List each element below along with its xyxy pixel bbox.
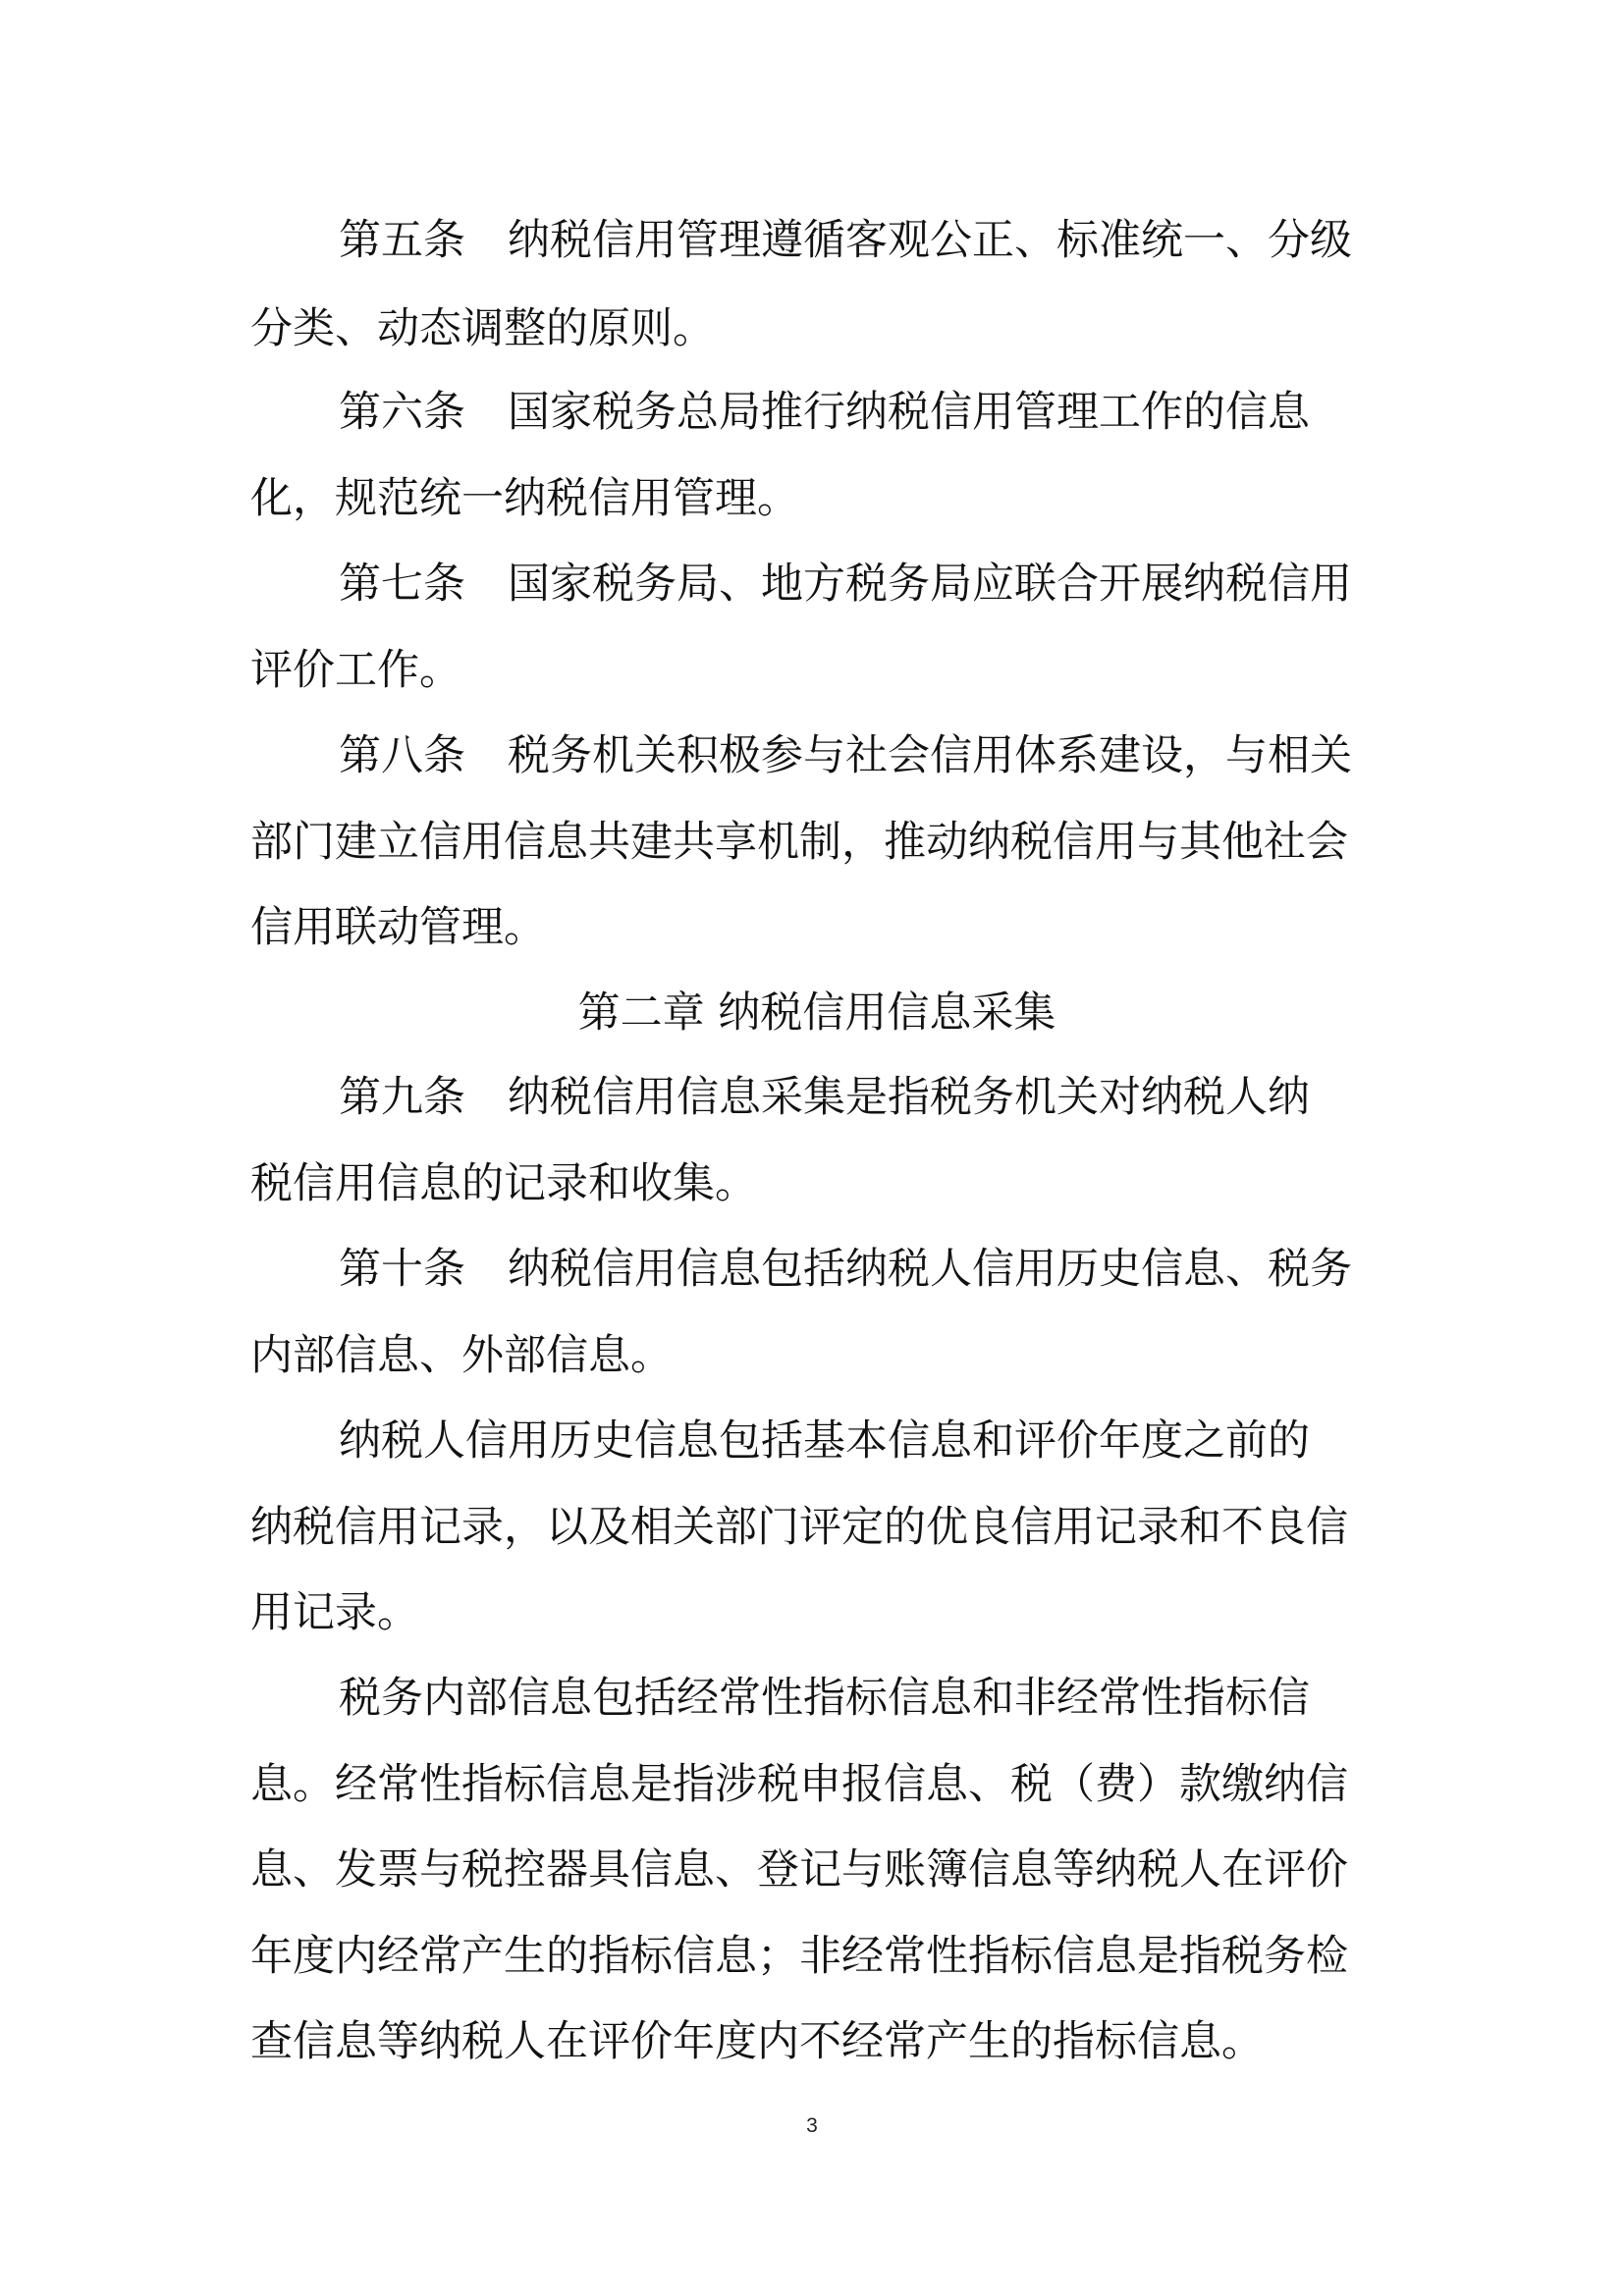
text-line: 评价工作。: [250, 646, 461, 695]
text-line: 息、发票与税控器具信息、登记与账簿信息等纳税人在评价: [250, 1845, 1348, 1895]
text-line: 化，规范统一纳税信用管理。: [250, 474, 799, 523]
chapter-heading: 第二章 纳税信用信息采集: [577, 988, 1056, 1038]
text-line: 内部信息、外部信息。: [250, 1331, 673, 1380]
text-line: 第五条 纳税信用管理遵循客观公正、标准统一、分级: [339, 216, 1352, 265]
text-line: 部门建立信用信息共建共享机制，推动纳税信用与其他社会: [250, 818, 1348, 867]
text-line: 纳税信用记录，以及相关部门评定的优良信用记录和不良信: [250, 1503, 1348, 1552]
text-line: 税务内部信息包括经常性指标信息和非经常性指标信: [339, 1674, 1310, 1723]
text-line: 第八条 税务机关积极参与社会信用体系建设，与相关: [339, 731, 1352, 780]
text-line: 第九条 纳税信用信息采集是指税务机关对纳税人纳: [339, 1073, 1310, 1122]
text-line: 查信息等纳税人在评价年度内不经常产生的指标信息。: [250, 2017, 1264, 2066]
text-line: 第七条 国家税务局、地方税务局应联合开展纳税信用: [339, 560, 1352, 609]
text-line: 第六条 国家税务总局推行纳税信用管理工作的信息: [339, 388, 1310, 437]
text-line: 息。经常性指标信息是指涉税申报信息、税（费）款缴纳信: [250, 1760, 1348, 1809]
page-number: 3: [806, 2114, 818, 2137]
text-line: 分类、动态调整的原则。: [250, 304, 715, 353]
text-line: 信用联动管理。: [250, 903, 546, 952]
text-line: 第十条 纳税信用信息包括纳税人信用历史信息、税务: [339, 1245, 1352, 1294]
text-line: 用记录。: [250, 1588, 419, 1637]
text-line: 纳税人信用历史信息包括基本信息和评价年度之前的: [339, 1416, 1310, 1466]
text-line: 税信用信息的记录和收集。: [250, 1159, 757, 1208]
text-line: 年度内经常产生的指标信息；非经常性指标信息是指税务检: [250, 1932, 1348, 1981]
